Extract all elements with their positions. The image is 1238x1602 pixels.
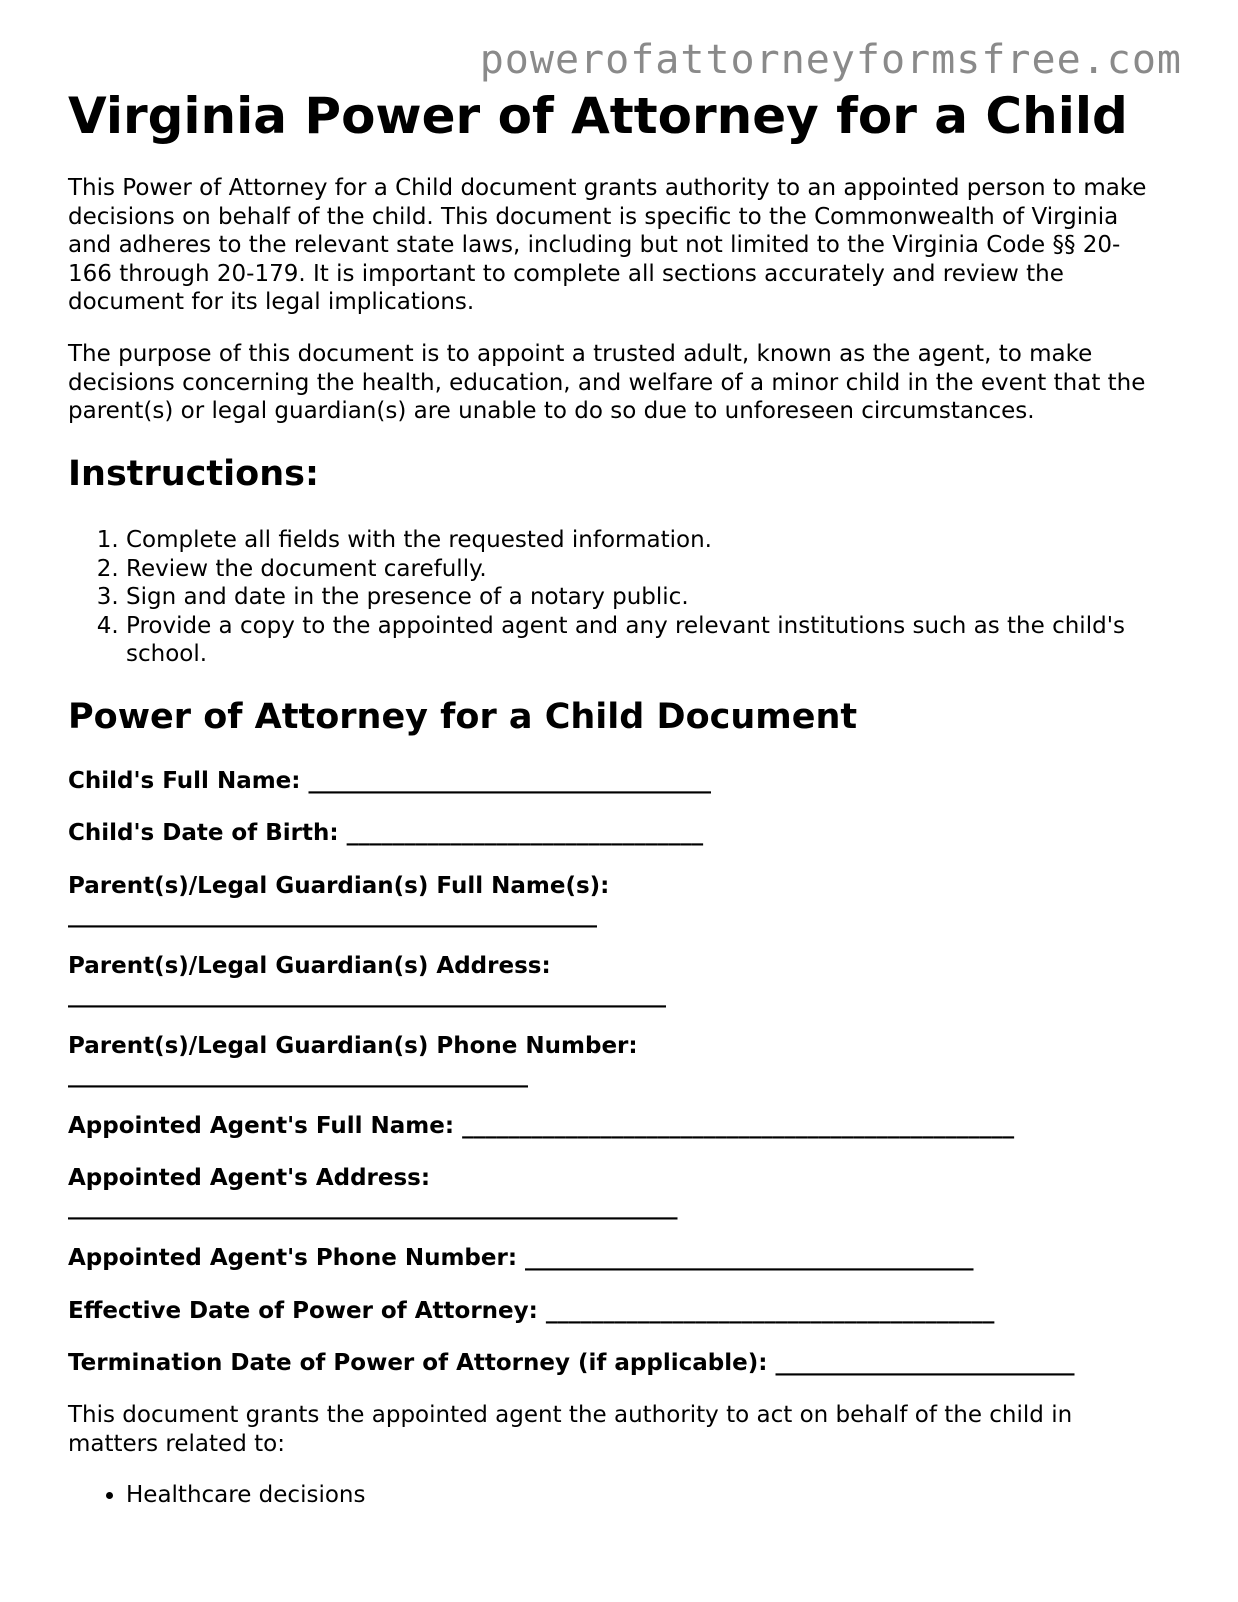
field-label: Parent(s)/Legal Guardian(s) Address:	[68, 953, 551, 979]
agent-full-name-blank[interactable]: ________________________________________________	[462, 1113, 1015, 1139]
termination-date-blank[interactable]: __________________________	[775, 1350, 1075, 1376]
parent-full-name-blank[interactable]: ______________________________________________	[68, 901, 597, 928]
child-full-name-blank[interactable]: ___________________________________	[308, 768, 711, 794]
termination-date-field	[68, 1349, 1074, 1378]
agent-phone-field	[68, 1244, 974, 1273]
agent-address-field	[68, 1164, 678, 1221]
effective-date-field	[68, 1297, 994, 1326]
child-dob-field	[68, 819, 703, 848]
field-label: Termination Date of Power of Attorney (if applicable):	[68, 1350, 776, 1376]
child-full-name-field	[68, 767, 711, 796]
instruction-step: 1. Complete all fields with the requested information.	[126, 526, 1136, 555]
parent-full-name-field	[68, 872, 609, 929]
instruction-step: 3. Sign and date in the presence of a notary public.	[126, 583, 1136, 612]
agent-phone-blank[interactable]: _______________________________________	[525, 1245, 974, 1271]
document-title: Virginia Power of Attorney for a Child	[68, 87, 1128, 145]
instruction-step: 4. Provide a copy to the appointed agent and any relevant institutions such as the child's school.	[126, 612, 1136, 669]
field-label: Child's Full Name:	[68, 768, 309, 794]
intro-paragraph-2: The purpose of this document is to appoint a trusted adult, known as the agent, to make decisions concerning the health, education, and welfare of a minor child in the event that the parent(s) or legal guardian(s) are unable to do so due to unforeseen circumstances.	[68, 341, 1146, 424]
watermark-text: powerofattorneyformsfree.com	[479, 37, 1182, 83]
child-dob-blank[interactable]: _______________________________	[346, 820, 704, 846]
field-label: Parent(s)/Legal Guardian(s) Phone Number:	[68, 1033, 638, 1059]
parent-address-field	[68, 952, 666, 1009]
agent-full-name-field	[68, 1112, 1014, 1141]
field-label: Effective Date of Power of Attorney:	[68, 1298, 546, 1324]
field-label: Parent(s)/Legal Guardian(s) Full Name(s):	[68, 873, 610, 899]
document-section-heading: Power of Attorney for a Child Document	[68, 697, 858, 737]
parent-phone-field	[68, 1032, 638, 1089]
parent-phone-blank[interactable]: ________________________________________	[68, 1061, 528, 1088]
field-label: Appointed Agent's Phone Number:	[68, 1245, 526, 1271]
effective-date-blank[interactable]: _______________________________________	[545, 1298, 995, 1324]
authority-list	[68, 1481, 365, 1510]
field-label: Child's Date of Birth:	[68, 820, 347, 846]
field-label: Appointed Agent's Address:	[68, 1165, 431, 1191]
instruction-step: 2. Review the document carefully.	[126, 555, 1136, 584]
authority-item: • Healthcare decisions	[126, 1481, 365, 1510]
instructions-heading: Instructions:	[68, 454, 319, 494]
parent-address-blank[interactable]: ____________________________________________________	[68, 981, 666, 1008]
agent-address-blank[interactable]: _____________________________________________________	[68, 1193, 678, 1220]
field-label: Appointed Agent's Full Name:	[68, 1113, 463, 1139]
instructions-list	[68, 526, 1136, 669]
intro-paragraph-1: This Power of Attorney for a Child document grants authority to an appointed person to make decisions on behalf of the child. This document is specific to the Commonwealth of Virginia and adheres to the relevant state laws, including but not limited to the Virginia Code §§ 20-166 through 20-179. It is important to complete all sections accurately and review the document for its legal implications.	[68, 175, 1147, 315]
authority-paragraph: This document grants the appointed agent the authority to act on behalf of the child in matters related to:	[68, 1402, 1073, 1457]
